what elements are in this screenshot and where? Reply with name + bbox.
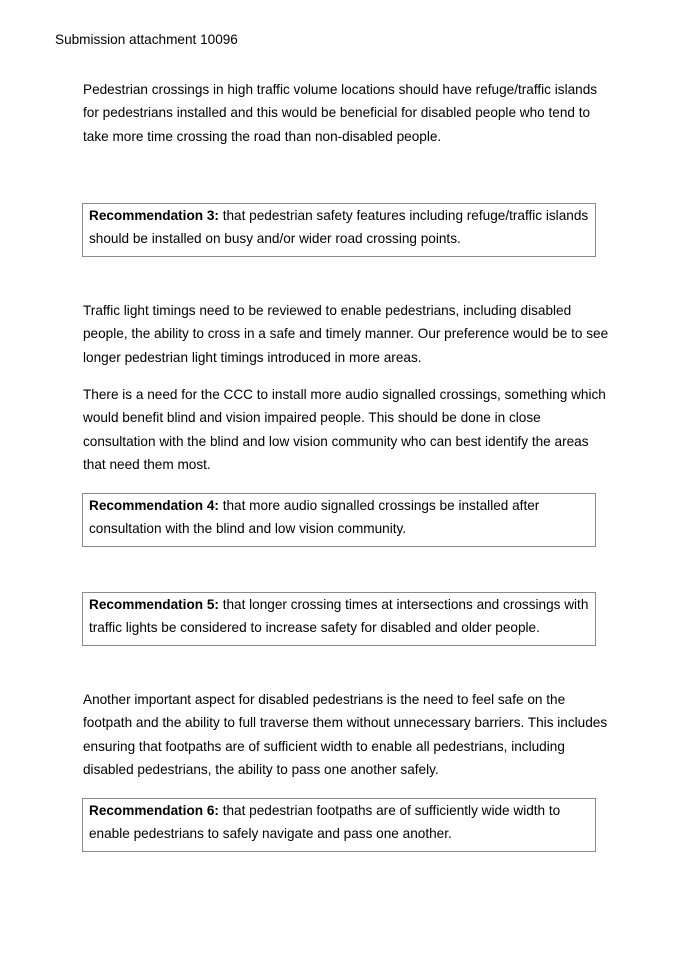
recommendation-body-6: that pedestrian footpaths are of sufficiently wide width to enable pedestrians to safely navigate and pass one another. xyxy=(89,803,561,842)
recommendation-label-3: Recommendation 3: xyxy=(89,208,219,223)
paragraph-footpaths: Another important aspect for disabled pedestrians is the need to feel safe on the footpath and the ability to full traverse them without unnecessary barriers. This includes ensuring that footpaths are of sufficient width to enable all pedestrians, including disabled pedestrians, the ability to pass one another safely. xyxy=(83,692,608,778)
recommendation-label-5: Recommendation 5: xyxy=(89,597,219,612)
recommendation-label-4: Recommendation 4: xyxy=(89,498,219,513)
recommendation-box-3 xyxy=(82,203,596,257)
paragraph-refuge-islands: Pedestrian crossings in high traffic volume locations should have refuge/traffic islands for pedestrians installed and this would be beneficial for disabled people who tend to take more time crossing the road than non-disabled people. xyxy=(83,82,598,144)
recommendation-text-5 xyxy=(89,593,589,640)
recommendation-box-6 xyxy=(82,798,596,852)
recommendation-body-4: that more audio signalled crossings be installed after consultation with the blind and low vision community. xyxy=(89,498,540,537)
attachment-header: Submission attachment 10096 xyxy=(55,32,238,47)
recommendation-body-5: that longer crossing times at intersections and crossings with traffic lights be considered to increase safety for disabled and older people. xyxy=(89,597,589,636)
recommendation-box-4 xyxy=(82,493,596,547)
paragraph-audio-crossings: There is a need for the CCC to install more audio signalled crossings, something which would benefit blind and vision impaired people. This should be done in close consultation with the blind and low vision community who can best identify the areas that need them most. xyxy=(83,387,606,473)
recommendation-text-3 xyxy=(89,204,589,251)
recommendation-box-5 xyxy=(82,592,596,646)
recommendation-text-4 xyxy=(89,494,589,541)
recommendation-body-3: that pedestrian safety features including refuge/traffic islands should be installed on busy and/or wider road crossing points. xyxy=(89,208,589,247)
recommendation-text-6 xyxy=(89,799,589,846)
paragraph-traffic-light-timings: Traffic light timings need to be reviewed to enable pedestrians, including disabled people, the ability to cross in a safe and timely manner. Our preference would be to see longer pedestrian light timings introduced in more areas. xyxy=(83,303,609,365)
recommendation-label-6: Recommendation 6: xyxy=(89,803,219,818)
